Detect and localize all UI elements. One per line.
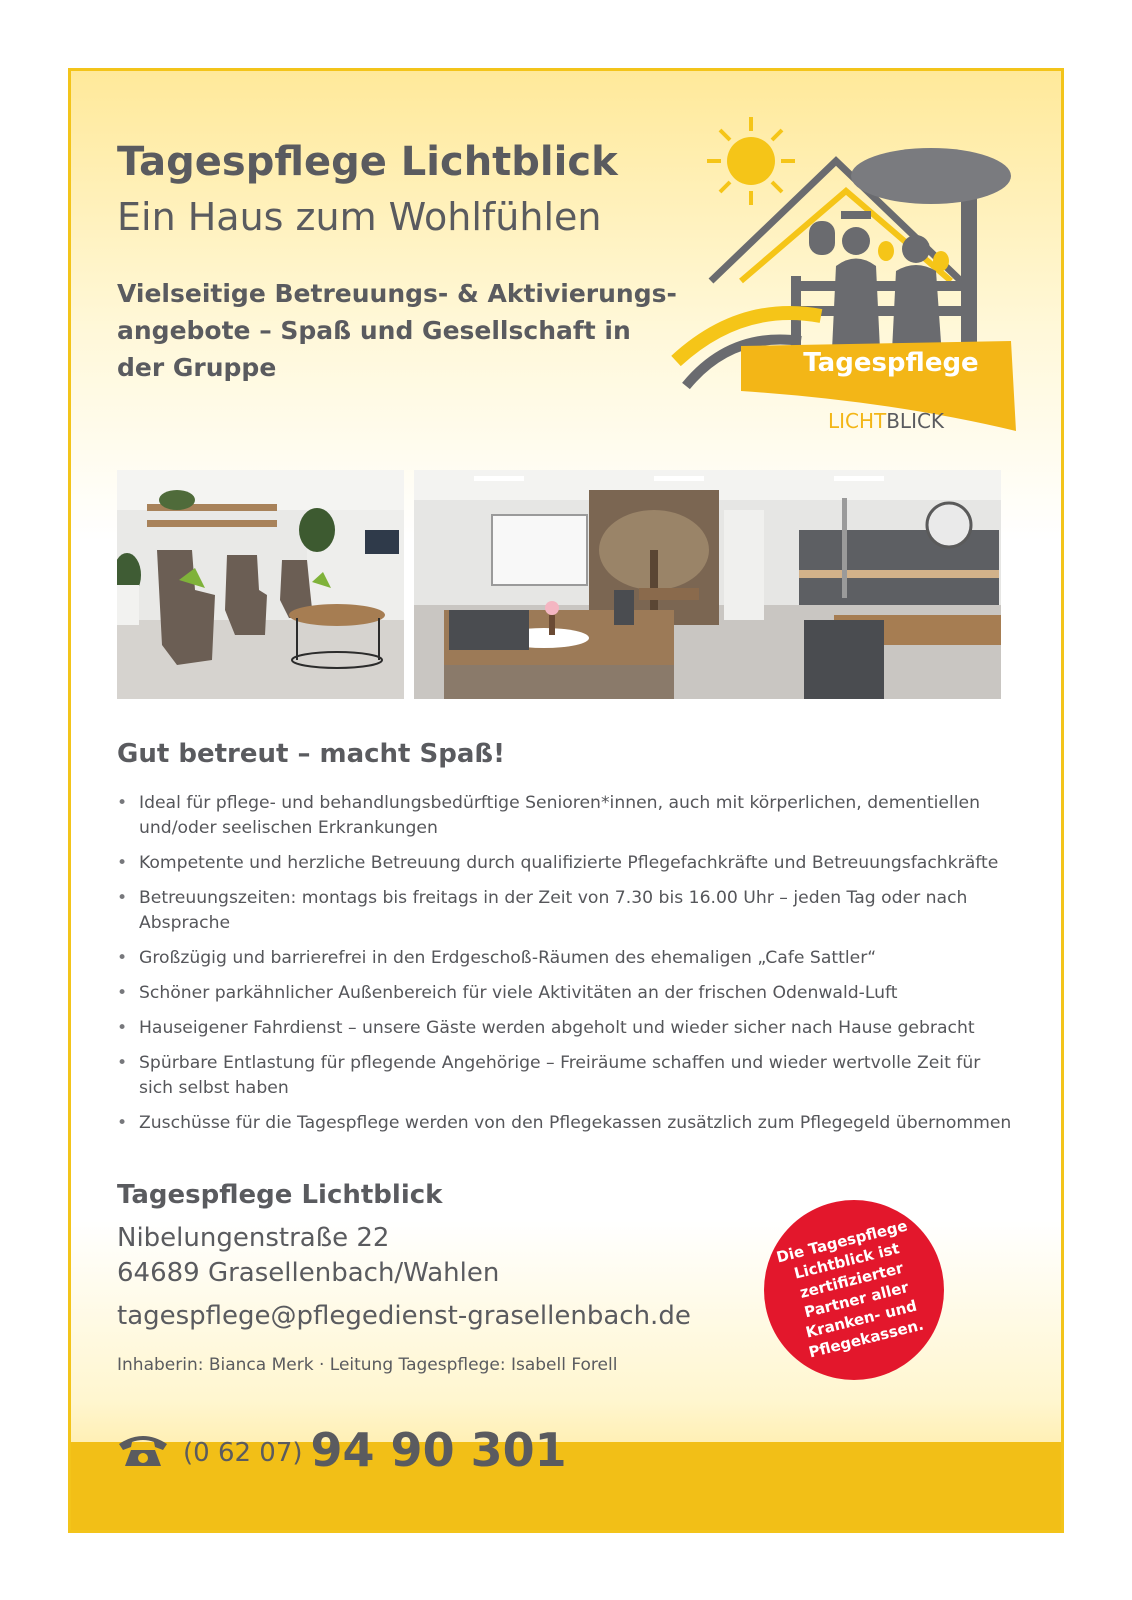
contact-owner: Inhaberin: Bianca Merk · Leitung Tagespflege: Isabell Forell: [117, 1355, 618, 1375]
phone-prefix: (0 62 07): [183, 1438, 303, 1468]
phone-number: 94 90 301: [310, 1423, 567, 1477]
list-item: • Hauseigener Fahrdienst – unsere Gäste werden abgeholt und wieder sicher nach Hause gebracht: [117, 1016, 1017, 1041]
certification-badge: [764, 1200, 944, 1380]
logo: [671, 101, 1031, 441]
list-item: • Großzügig und barrierefrei in den Erdgeschoß-Räumen des ehemaligen „Cafe Sattler“: [117, 946, 1017, 971]
phone-contact[interactable]: [117, 1423, 567, 1477]
contact-name: Tagespflege Lichtblick: [117, 1180, 443, 1210]
intro-text: Vielseitige Betreuungs- & Aktivierungs-angebote – Spaß und Gesellschaft in der Gruppe: [117, 279, 677, 382]
page-title: Tagespflege Lichtblick: [117, 139, 618, 185]
logo-graphic: [671, 101, 1031, 441]
list-item: • Schöner parkähnlicher Außenbereich für viele Aktivitäten an der frischen Odenwald-Luft: [117, 981, 1017, 1006]
logo-sub-blick: BLICK: [886, 409, 945, 433]
section-heading: Gut betreut – macht Spaß!: [117, 739, 505, 769]
flyer: [68, 68, 1064, 1533]
sun-icon: [707, 117, 795, 205]
contact-email-link[interactable]: tagespflege@pflegedienst-grasellenbach.de: [117, 1301, 691, 1331]
photo-lounge: [117, 470, 404, 699]
logo-word: Tagespflege: [803, 348, 979, 378]
list-item: • Ideal für pflege- und behandlungsbedürftige Senioren*innen, auch mit körperlichen, dementiellen und/oder seelischen Erkrankungen: [117, 791, 1017, 841]
contact-street: Nibelungenstraße 22: [117, 1223, 390, 1253]
logo-sub-licht: LICHT: [827, 409, 887, 433]
logo-subtitle: [801, 409, 971, 433]
badge-text: Die Tagespflege Lichtblick ist zertifizierter Partner aller Kranken- und Pflegekassen.: [774, 1216, 926, 1362]
list-item: • Spürbare Entlastung für pflegende Angehörige – Freiräume schaffen und wieder wertvolle Zeit für sich selbst haben: [117, 1051, 1017, 1101]
list-item: • Zuschüsse für die Tagespflege werden von den Pflegekassen zusätzlich zum Pflegegeld übernommen: [117, 1111, 1017, 1136]
contact-city: 64689 Grasellenbach/Wahlen: [117, 1258, 500, 1288]
feature-list: [117, 791, 1017, 1146]
page-subtitle: Ein Haus zum Wohlfühlen: [117, 195, 602, 239]
telephone-icon: [117, 1432, 169, 1468]
list-item: • Kompetente und herzliche Betreuung durch qualifizierte Pflegefachkräfte und Betreuungsfachkräfte: [117, 851, 1017, 876]
list-item: • Betreuungszeiten: montags bis freitags in der Zeit von 7.30 bis 16.00 Uhr – jeden Tag oder nach Absprache: [117, 886, 1017, 936]
photo-dining-room: [414, 470, 1001, 699]
